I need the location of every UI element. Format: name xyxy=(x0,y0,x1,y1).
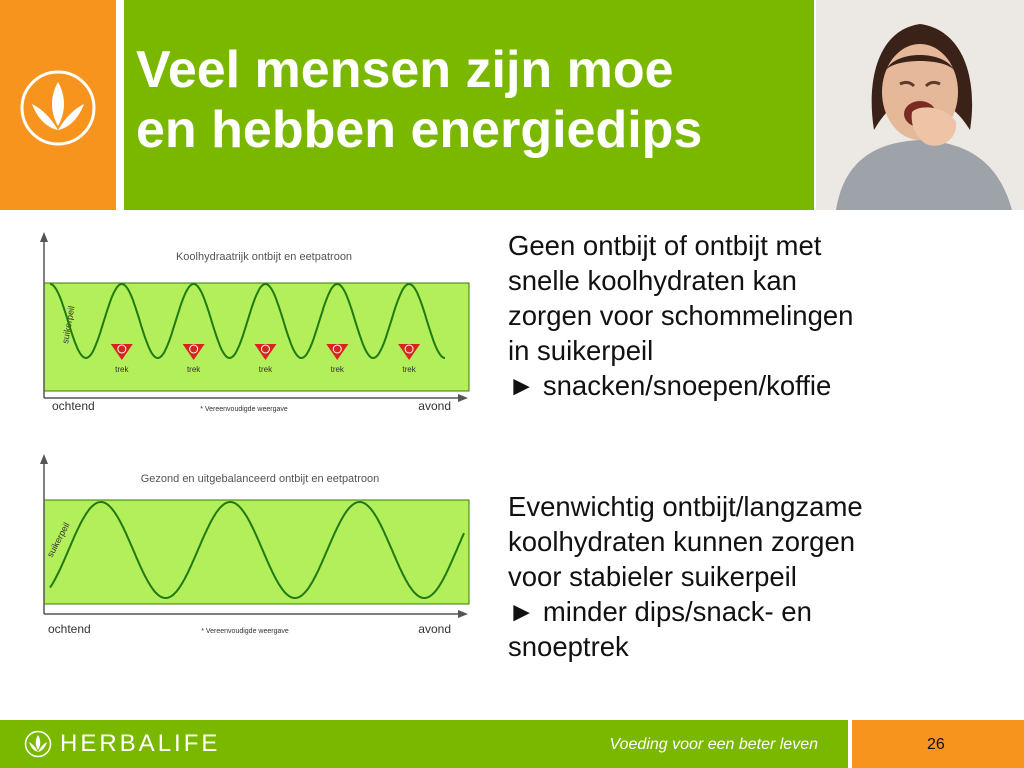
chart-footnote: * Vereenvoudigde weergave xyxy=(201,628,289,635)
dip-label: trek xyxy=(330,365,344,374)
chart-band xyxy=(44,283,469,391)
bullet-text: snoeptrek xyxy=(508,631,629,662)
y-axis-label: suikerpeil xyxy=(60,305,77,345)
x-axis-arrow xyxy=(458,394,468,402)
yawning-woman-photo xyxy=(816,0,1024,210)
herbalife-leaf-logo-icon xyxy=(18,68,98,148)
y-axis-label: suikerpeil xyxy=(44,520,72,559)
paragraph-line: Evenwichtig ontbijt/langzame xyxy=(508,491,863,522)
paragraph-line: in suikerpeil xyxy=(508,335,654,366)
paragraph-line: snelle koolhydraten kan xyxy=(508,265,797,296)
logo-panel xyxy=(0,0,116,210)
footer-orange-bar xyxy=(852,720,1024,768)
paragraph-balanced xyxy=(508,489,1008,664)
footer-green-bar xyxy=(0,720,848,768)
paragraph-carb-rich xyxy=(508,228,1008,403)
dip-label: trek xyxy=(115,365,129,374)
dip-label: trek xyxy=(258,365,273,374)
brand-name: HERBALIFE xyxy=(60,730,221,757)
chart-footnote: * Vereenvoudigde weergave xyxy=(200,406,288,413)
arrow-right-icon: ► xyxy=(508,370,536,401)
paragraph-line: voor stabieler suikerpeil xyxy=(508,561,797,592)
title-line-2: en hebben energiedips xyxy=(136,101,703,159)
title-line-1: Veel mensen zijn moe xyxy=(136,41,674,99)
chart-balanced-svg xyxy=(30,450,470,650)
title-bar xyxy=(124,0,814,210)
chart-band xyxy=(44,500,469,604)
arrow-right-icon: ► xyxy=(508,596,536,627)
chart-carb-rich-svg xyxy=(30,228,470,428)
paragraph-line: zorgen voor schommelingen xyxy=(508,300,854,331)
x-axis-end-label: avond xyxy=(418,399,451,413)
y-axis-arrow xyxy=(40,232,48,242)
page-number: 26 xyxy=(927,736,945,753)
brand-logo xyxy=(24,730,220,758)
dip-label: trek xyxy=(402,365,416,374)
herbalife-leaf-logo-icon xyxy=(24,730,52,758)
x-axis-arrow xyxy=(458,610,468,618)
x-axis-start-label: ochtend xyxy=(52,399,95,413)
x-axis-start-label: ochtend xyxy=(48,622,91,636)
bullet-text: snacken/snoepen/koffie xyxy=(542,370,832,401)
paragraph-line: Geen ontbijt of ontbijt met xyxy=(508,230,822,261)
page-title xyxy=(136,40,702,160)
x-axis-end-label: avond xyxy=(418,622,451,636)
tagline: Voeding voor een beter leven xyxy=(609,736,818,753)
chart-title: Gezond en uitgebalanceerd ontbijt en eetpatroon xyxy=(140,473,380,485)
bullet-text: minder dips/snack- en xyxy=(542,596,812,627)
chart-balanced xyxy=(30,450,470,650)
paragraph-line: koolhydraten kunnen zorgen xyxy=(508,526,856,557)
chart-title: Koolhydraatrijk ontbijt en eetpatroon xyxy=(175,251,353,263)
footer xyxy=(0,720,1024,768)
y-axis-arrow xyxy=(40,454,48,464)
dip-label: trek xyxy=(186,365,201,374)
chart-carb-rich xyxy=(30,228,470,428)
